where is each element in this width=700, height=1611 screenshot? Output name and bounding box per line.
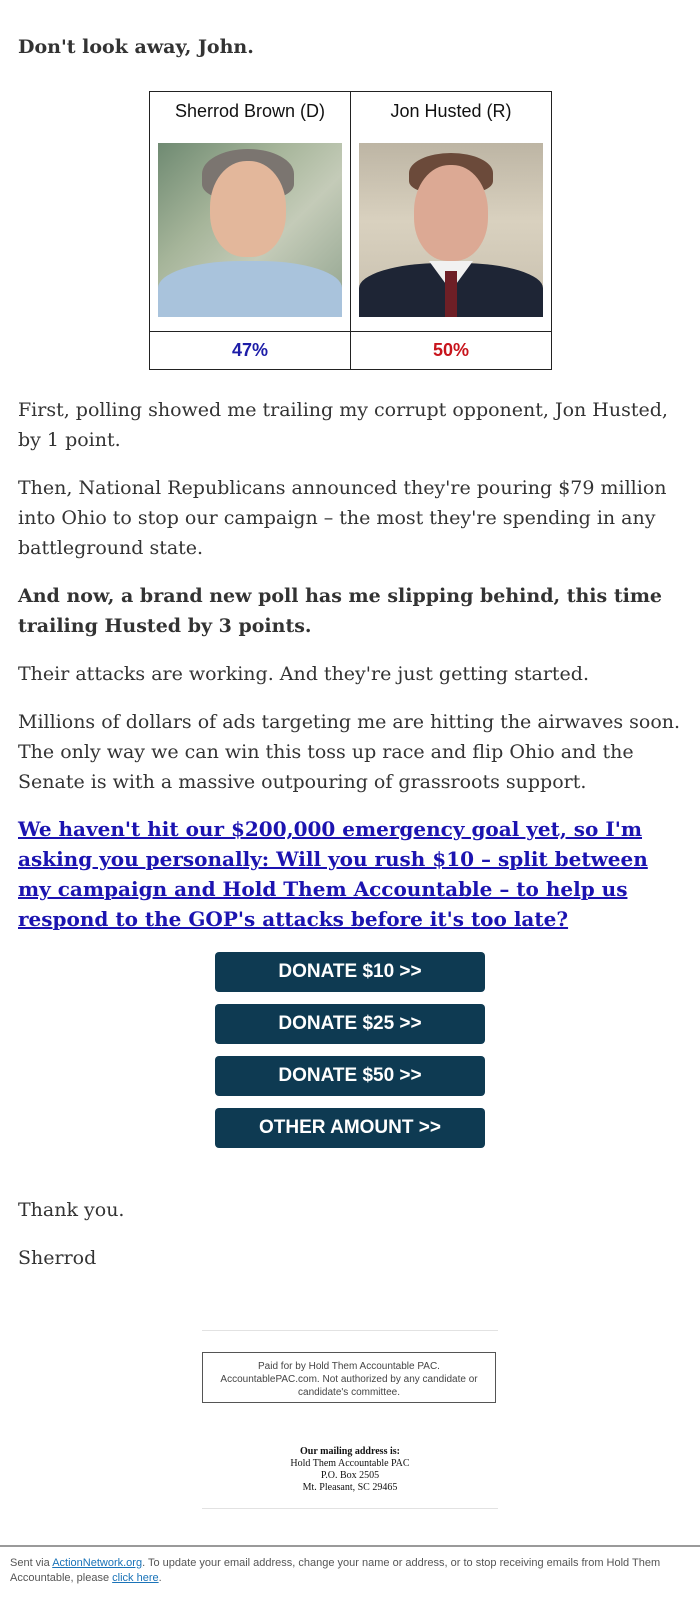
body-paragraph-4: Their attacks are working. And they're just getting started. xyxy=(18,663,589,685)
poll-table xyxy=(149,91,552,370)
signoff-name: Sherrod xyxy=(18,1247,97,1269)
body-paragraph-5: Millions of dollars of ads targeting me are hitting the airwaves soon. The only way we can win this toss up race and flip Ohio and the Senate is with a massive outpouring of grassroots support. xyxy=(18,711,681,793)
body-paragraph-2: Then, National Republicans announced they're pouring $79 million into Ohio to stop our campaign – the most they're spending in any battleground state. xyxy=(18,477,667,559)
candidate-cell-brown xyxy=(150,92,351,332)
divider xyxy=(202,1508,498,1509)
candidate-name-husted: Jon Husted (R) xyxy=(390,101,512,121)
footer-text xyxy=(10,1556,690,1586)
other-amount-button[interactable]: OTHER AMOUNT >> xyxy=(215,1108,485,1148)
donate-10-button[interactable]: DONATE $10 >> xyxy=(215,952,485,992)
divider xyxy=(202,1330,498,1331)
candidate-name-brown: Sherrod Brown (D) xyxy=(174,101,326,121)
footer-middle: . To update your email address, change your name or address, or to stop receiving emails from Hold Them Accountable, please xyxy=(10,1557,661,1584)
footer-suffix: . xyxy=(158,1572,162,1584)
donation-ask-link[interactable]: We haven't hit our $200,000 emergency goal yet, so I'm asking you personally: Will you rush $10 – split between my campaign and Hold Them Accountable – to help us respond to the GOP's attacks before it's too late? xyxy=(18,817,648,931)
body-paragraph-3: And now, a brand new poll has me slipping behind, this time trailing Husted by 3 points. xyxy=(18,585,663,637)
disclaimer-box: Paid for by Hold Them Accountable PAC. AccountablePAC.com. Not authorized by any candidate or candidate's committee. xyxy=(202,1352,496,1403)
candidate-photo-brown xyxy=(158,143,342,317)
mailing-title: Our mailing address is: xyxy=(300,1446,400,1457)
candidate-cell-husted xyxy=(351,92,552,332)
unsubscribe-link[interactable]: click here xyxy=(112,1572,159,1584)
poll-percent-brown: 47% xyxy=(150,332,351,370)
mailing-address xyxy=(200,1446,500,1494)
mailing-line-1: Hold Them Accountable PAC xyxy=(290,1458,410,1469)
mailing-line-2: P.O. Box 2505 xyxy=(320,1470,380,1481)
donate-50-button[interactable]: DONATE $50 >> xyxy=(215,1056,485,1096)
email-greeting: Don't look away, John. xyxy=(18,36,254,58)
footer-divider xyxy=(0,1545,700,1547)
footer-prefix: Sent via xyxy=(10,1557,53,1569)
signoff-thanks: Thank you. xyxy=(18,1199,125,1221)
ask-paragraph xyxy=(18,814,682,934)
mailing-line-3: Mt. Pleasant, SC 29465 xyxy=(302,1482,398,1493)
donate-25-button[interactable]: DONATE $25 >> xyxy=(215,1004,485,1044)
poll-percent-husted: 50% xyxy=(351,332,552,370)
candidate-photo-husted xyxy=(359,143,543,317)
body-paragraph-1: First, polling showed me trailing my corrupt opponent, Jon Husted, by 1 point. xyxy=(18,399,668,451)
actionnetwork-link[interactable]: ActionNetwork.org xyxy=(52,1557,143,1569)
